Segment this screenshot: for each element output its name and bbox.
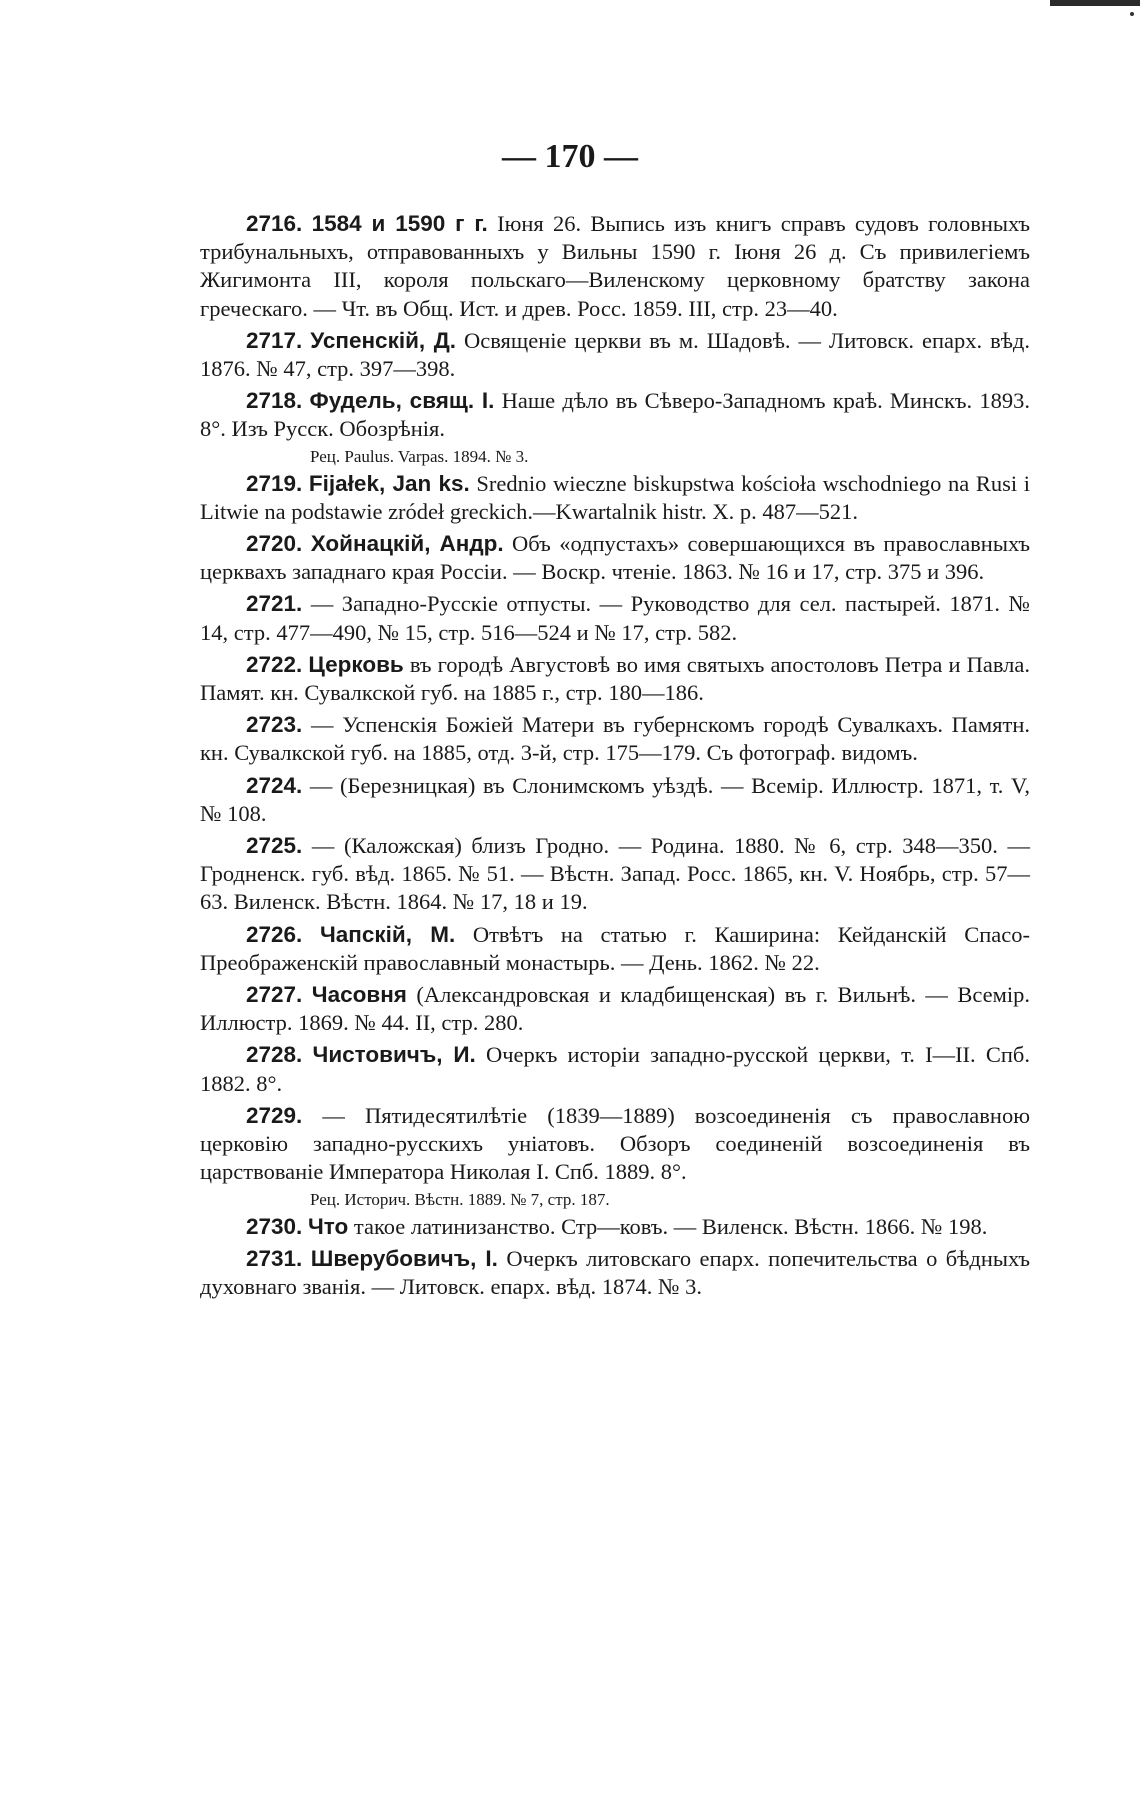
entry-number: 2729. xyxy=(246,1102,303,1128)
entry-2720 xyxy=(200,530,1030,586)
entry-2727 xyxy=(200,981,1030,1037)
entry-2718 xyxy=(200,387,1030,443)
entry-2726 xyxy=(200,921,1030,977)
entry-heading: Церковь xyxy=(308,651,404,677)
entry-heading: Что xyxy=(307,1213,349,1239)
entry-heading: 1584 и 1590 г г. xyxy=(311,211,488,236)
entry-body: (Александровская и кладбищенская) въ г. Вильнѣ. — Всемір. Иллюстр. 1869. № 44. II, стр. 280. xyxy=(200,982,1031,1036)
entry-body: въ городѣ Августовѣ во имя святыхъ апостоловъ Петра и Павла. Памят. кн. Сувалкской губ. на 1885 г., стр. 180—186. xyxy=(200,651,1030,706)
entry-number: 2720. xyxy=(246,531,303,557)
entry-number: 2717. xyxy=(246,327,303,353)
entry-body: Очеркъ литовскаго епарх. попечительства о бѣдныхъ духовнаго званія. — Литовск. епарх. вѣд. 1874. № 3. xyxy=(200,1245,1031,1299)
entry-body: такое латинизанство. Стр—ковъ. — Виленск. Вѣстн. 1866. № 198. xyxy=(353,1213,988,1239)
entry-2725 xyxy=(200,832,1030,917)
entry-body: — (Березницкая) въ Слонимскомъ уѣздѣ. — Всемір. Иллюстр. 1871, т. V, № 108. xyxy=(200,772,1030,826)
entry-number: 2718. xyxy=(246,388,303,414)
entry-body: Srednio wieczne biskupstwa kościoła wschodniego na Rusi i Litwie na podstawie zródeł greckich.—Kwartalnik histr. X. p. 487—521. xyxy=(200,470,1031,524)
entry-number: 2722. xyxy=(246,651,303,677)
entry-number: 2716. xyxy=(246,211,303,236)
entry-number: 2726. xyxy=(246,921,303,947)
entry-number: 2727. xyxy=(246,982,303,1008)
entry-body: Объ «одпустахъ» совершающихся въ православныхъ церквахъ западнаго края Россіи. — Воскр. чтеніе. 1863. № 16 и 17, стр. 375 и 396. xyxy=(200,531,1030,585)
entry-2729 xyxy=(200,1102,1030,1187)
entry-body: — (Каложская) близъ Гродно. — Родина. 1880. № 6, стр. 348—350. — Гродненск. губ. вѣд. 1865. № 51. — Вѣстн. Запад. Росс. 1865, кн. V. Ноябрь, стр. 57—63. Виленск. Вѣстн. 1864. № 17, 18 и 19. xyxy=(200,833,1030,915)
entry-2719 xyxy=(200,470,1030,526)
entry-number: 2725. xyxy=(246,833,303,859)
entry-2721 xyxy=(200,590,1030,646)
scan-edge-dot xyxy=(1130,12,1134,16)
entry-body: Іюня 26. Выпись изъ книгъ справъ судовъ головныхъ трибунальныхъ, отправованныхъ у Вильны 1590 г. Іюня 26 д. Съ привилегіемъ Жигимонта III, короля польскаго—Виленскому церковному братству закона греческаго. — Чт. въ Общ. Ист. и древ. Росс. 1859. III, стр. 23—40. xyxy=(200,211,1031,321)
entry-number: 2724. xyxy=(246,772,303,798)
entry-2722 xyxy=(200,651,1030,707)
entry-2723 xyxy=(200,711,1030,767)
entry-number: 2723. xyxy=(246,712,303,738)
entry-body: — Успенскія Божіей Матери въ губернскомъ городѣ Сувалкахъ. Памятн. кн. Сувалкской губ. на 1885, отд. 3-й, стр. 175—179. Съ фотограф. видомъ. xyxy=(200,712,1031,766)
scan-edge-mark xyxy=(1050,0,1140,6)
entry-2717 xyxy=(200,327,1030,383)
entry-number: 2721. xyxy=(246,591,303,617)
entry-2730 xyxy=(200,1213,1030,1241)
entry-2728 xyxy=(200,1041,1030,1097)
entry-body: Наше дѣло въ Сѣверо-Западномъ краѣ. Минскъ. 1893. 8°. Изъ Русск. Обозрѣнія. xyxy=(200,388,1030,442)
entry-number: 2730. xyxy=(246,1213,303,1239)
page-number: — 170 — xyxy=(502,138,638,175)
entry-number: 2719. xyxy=(246,470,303,496)
entry-2716 xyxy=(200,210,1030,323)
review-note: Рец. Историч. Вѣстн. 1889. № 7, стр. 187. xyxy=(310,1189,610,1209)
entry-heading: Чапскій, М. xyxy=(319,921,456,947)
entry-2731 xyxy=(200,1245,1030,1301)
entry-number: 2731. xyxy=(246,1245,303,1271)
bibliography-entries xyxy=(200,210,1030,1301)
entry-body: Очеркъ исторіи западно-русской церкви, т. I—II. Спб. 1882. 8°. xyxy=(200,1042,1030,1096)
entry-heading: Хойнацкій, Андр. xyxy=(310,531,504,557)
entry-heading: Фудель, свящ. І. xyxy=(309,388,495,414)
entry-body: Отвѣтъ на статью г. Каширина: Кейданскій Спасо-Преображенскій православный монастырь. — День. 1862. № 22. xyxy=(200,921,1030,975)
entry-heading: Часовня xyxy=(311,982,407,1008)
review-note: Рец. Paulus. Varpas. 1894. № 3. xyxy=(310,446,529,466)
entry-heading: Шверубовичъ, І. xyxy=(310,1245,498,1271)
entry-heading: Чистовичъ, И. xyxy=(312,1042,476,1068)
entry-body: Освященіе церкви въ м. Шадовѣ. — Литовск. епарх. вѣд. 1876. № 47, стр. 397—398. xyxy=(200,327,1030,382)
entry-heading: Успенскій, Д. xyxy=(310,327,457,353)
entry-heading: Fijałek, Jan ks. xyxy=(308,470,470,496)
entry-body: — Западно-Русскіе отпусты. — Руководство для сел. пастырей. 1871. № 14, стр. 477—490, № 15, стр. 516—524 и № 17, стр. 582. xyxy=(200,591,1030,645)
entry-body: — Пятидесятилѣтіе (1839—1889) возсоединенія съ православною церковію западно-русскихъ уніатовъ. Обзоръ соединеній возсоединенія въ царствованіе Императора Николая I. Спб. 1889. 8°. xyxy=(200,1102,1031,1185)
entry-2724 xyxy=(200,772,1030,828)
entry-number: 2728. xyxy=(246,1042,303,1068)
